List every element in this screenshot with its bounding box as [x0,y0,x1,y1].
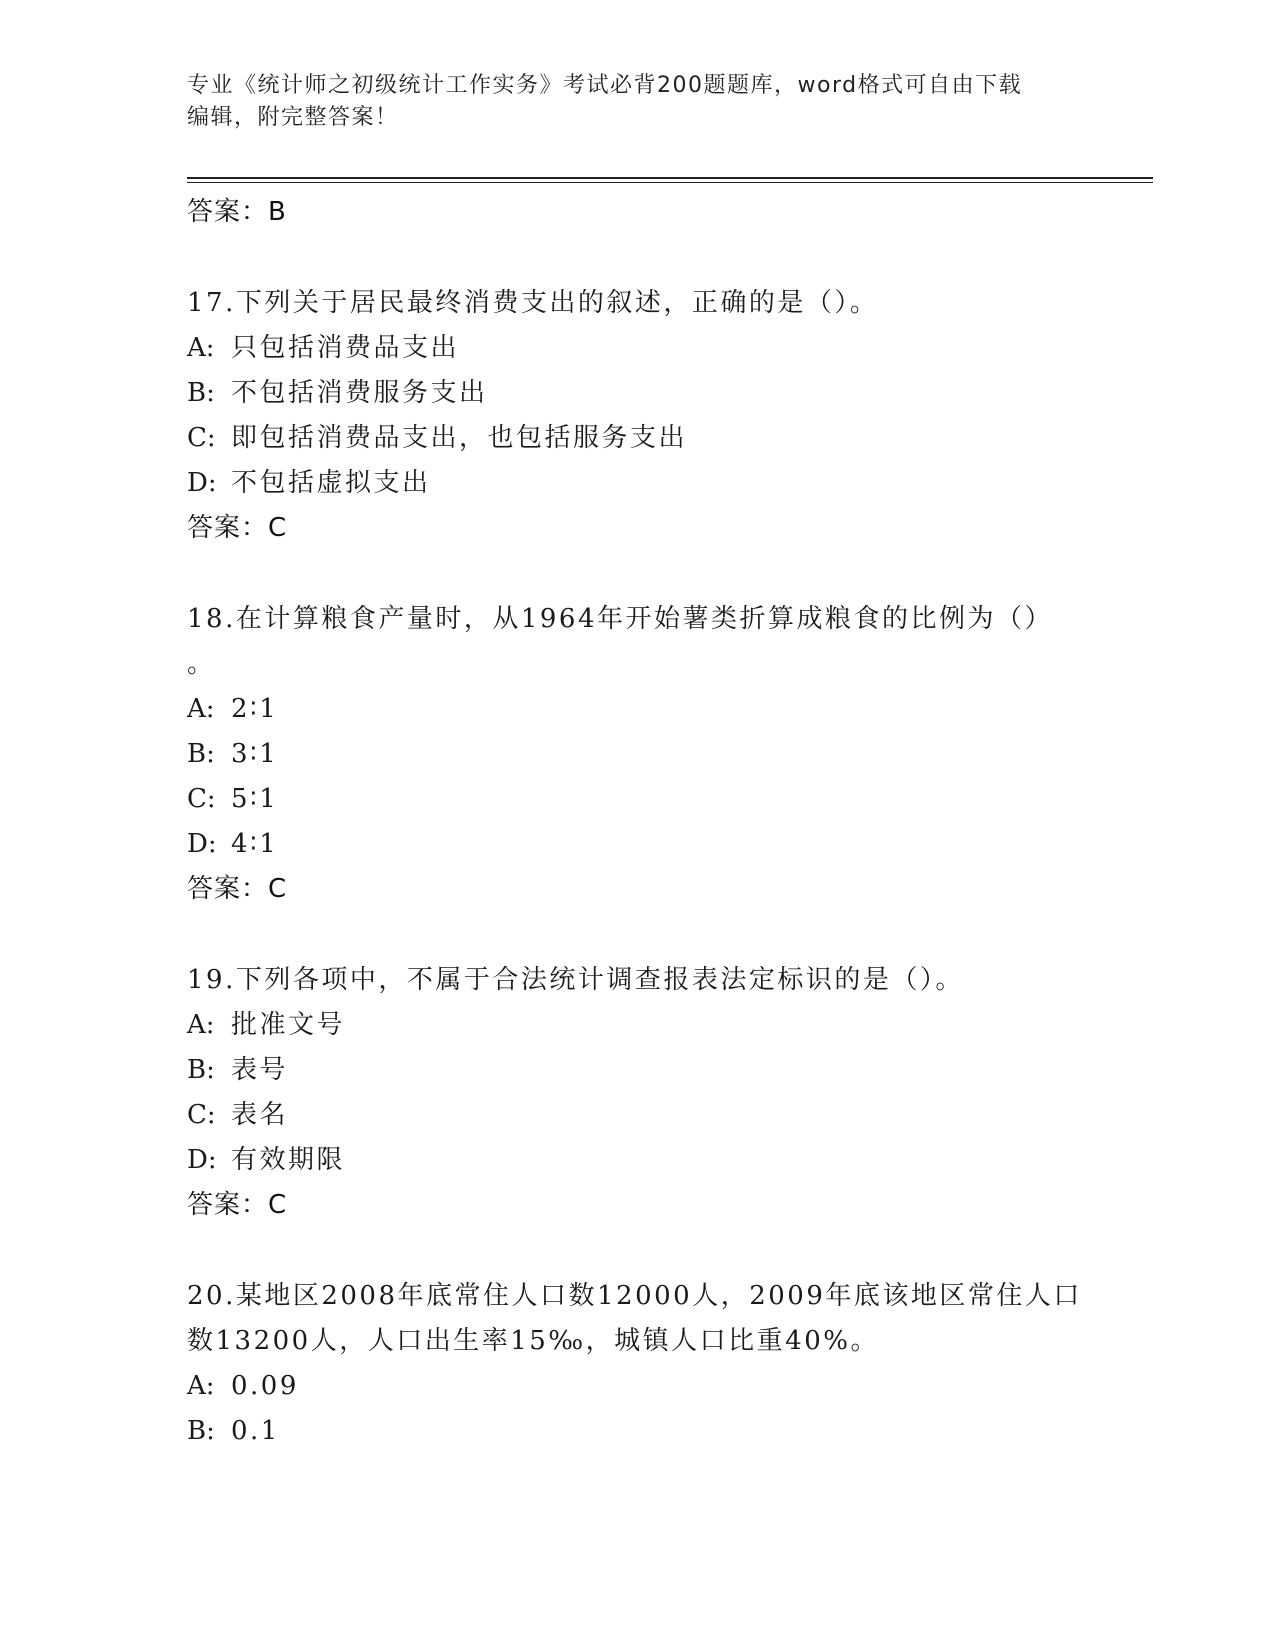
option-letter: A: [187,333,215,363]
answer-option [187,777,1087,822]
question-text: 。 [187,649,216,679]
option-letter: B: [187,1055,215,1085]
answer-key: 答案：C [187,1190,288,1220]
option-text: 2∶1 [231,694,279,724]
answer-key: 答案：C [187,874,288,904]
option-text: 有效期限 [231,1145,346,1175]
option-letter: A: [187,1010,215,1040]
option-text: 表号 [231,1055,289,1085]
option-text: 只包括消费品支出 [231,333,460,363]
option-letter: A: [187,694,215,724]
option-letter: B: [187,739,215,769]
answer-option [187,1048,1087,1093]
option-letter: A: [187,1371,215,1401]
answer-option [187,1003,1087,1048]
question-block [187,1274,1087,1454]
option-text: 不包括消费服务支出 [231,378,488,408]
answer-option [187,461,1087,506]
option-letter: D: [187,829,217,859]
question-text: 20.某地区2008年底常住人口数12000人，2009年底该地区常住人口 [187,1281,1082,1311]
question-block [187,597,1087,912]
option-text: 表名 [231,1100,289,1130]
option-letter: D: [187,468,217,498]
answer-key: 答案：C [187,513,288,543]
question-spacer [187,912,1087,958]
answer-option [187,1093,1087,1138]
header-line-2: 编辑，附完整答案！ [187,105,399,130]
option-text: 即包括消费品支出，也包括服务支出 [231,423,688,453]
option-letter: B: [187,1416,215,1446]
option-text: 5∶1 [231,784,279,814]
previous-answer: 答案：B [187,197,287,227]
option-letter: C: [187,1100,216,1130]
question-text: 17.下列关于居民最终消费支出的叙述，正确的是（）。 [187,288,879,318]
answer-option [187,822,1087,867]
question-block [187,958,1087,1228]
answer-option [187,687,1087,732]
answer-option [187,732,1087,777]
option-text: 4∶1 [231,829,279,859]
answer-option [187,326,1087,371]
option-letter: C: [187,784,216,814]
page-header [187,70,1067,134]
header-line-1: 专业《统计师之初级统计工作实务》考试必背200题题库，word格式可自由下载 [187,73,1023,98]
question-spacer [187,235,1087,281]
question-block [187,281,1087,551]
question-spacer [187,551,1087,597]
question-text: 数13200人，人口出生率15‰，城镇人口比重40%。 [187,1326,879,1356]
question-text: 19.下列各项中，不属于合法统计调查报表法定标识的是（）。 [187,965,964,995]
answer-option [187,1409,1087,1454]
question-text: 18.在计算粮食产量时，从1964年开始薯类折算成粮食的比例为（） [187,604,1054,634]
option-text: 0.09 [231,1371,299,1401]
answer-option [187,1364,1087,1409]
header-rule-thin [187,182,1153,183]
option-text: 批准文号 [231,1010,346,1040]
option-letter: D: [187,1145,217,1175]
option-text: 不包括虚拟支出 [231,468,431,498]
answer-option [187,1138,1087,1183]
option-text: 3∶1 [231,739,279,769]
question-spacer [187,1228,1087,1274]
answer-option [187,371,1087,416]
header-rule-thick [187,177,1153,179]
question-list [187,190,1087,1454]
option-letter: C: [187,423,216,453]
answer-option [187,416,1087,461]
option-letter: B: [187,378,215,408]
option-text: 0.1 [231,1416,280,1446]
